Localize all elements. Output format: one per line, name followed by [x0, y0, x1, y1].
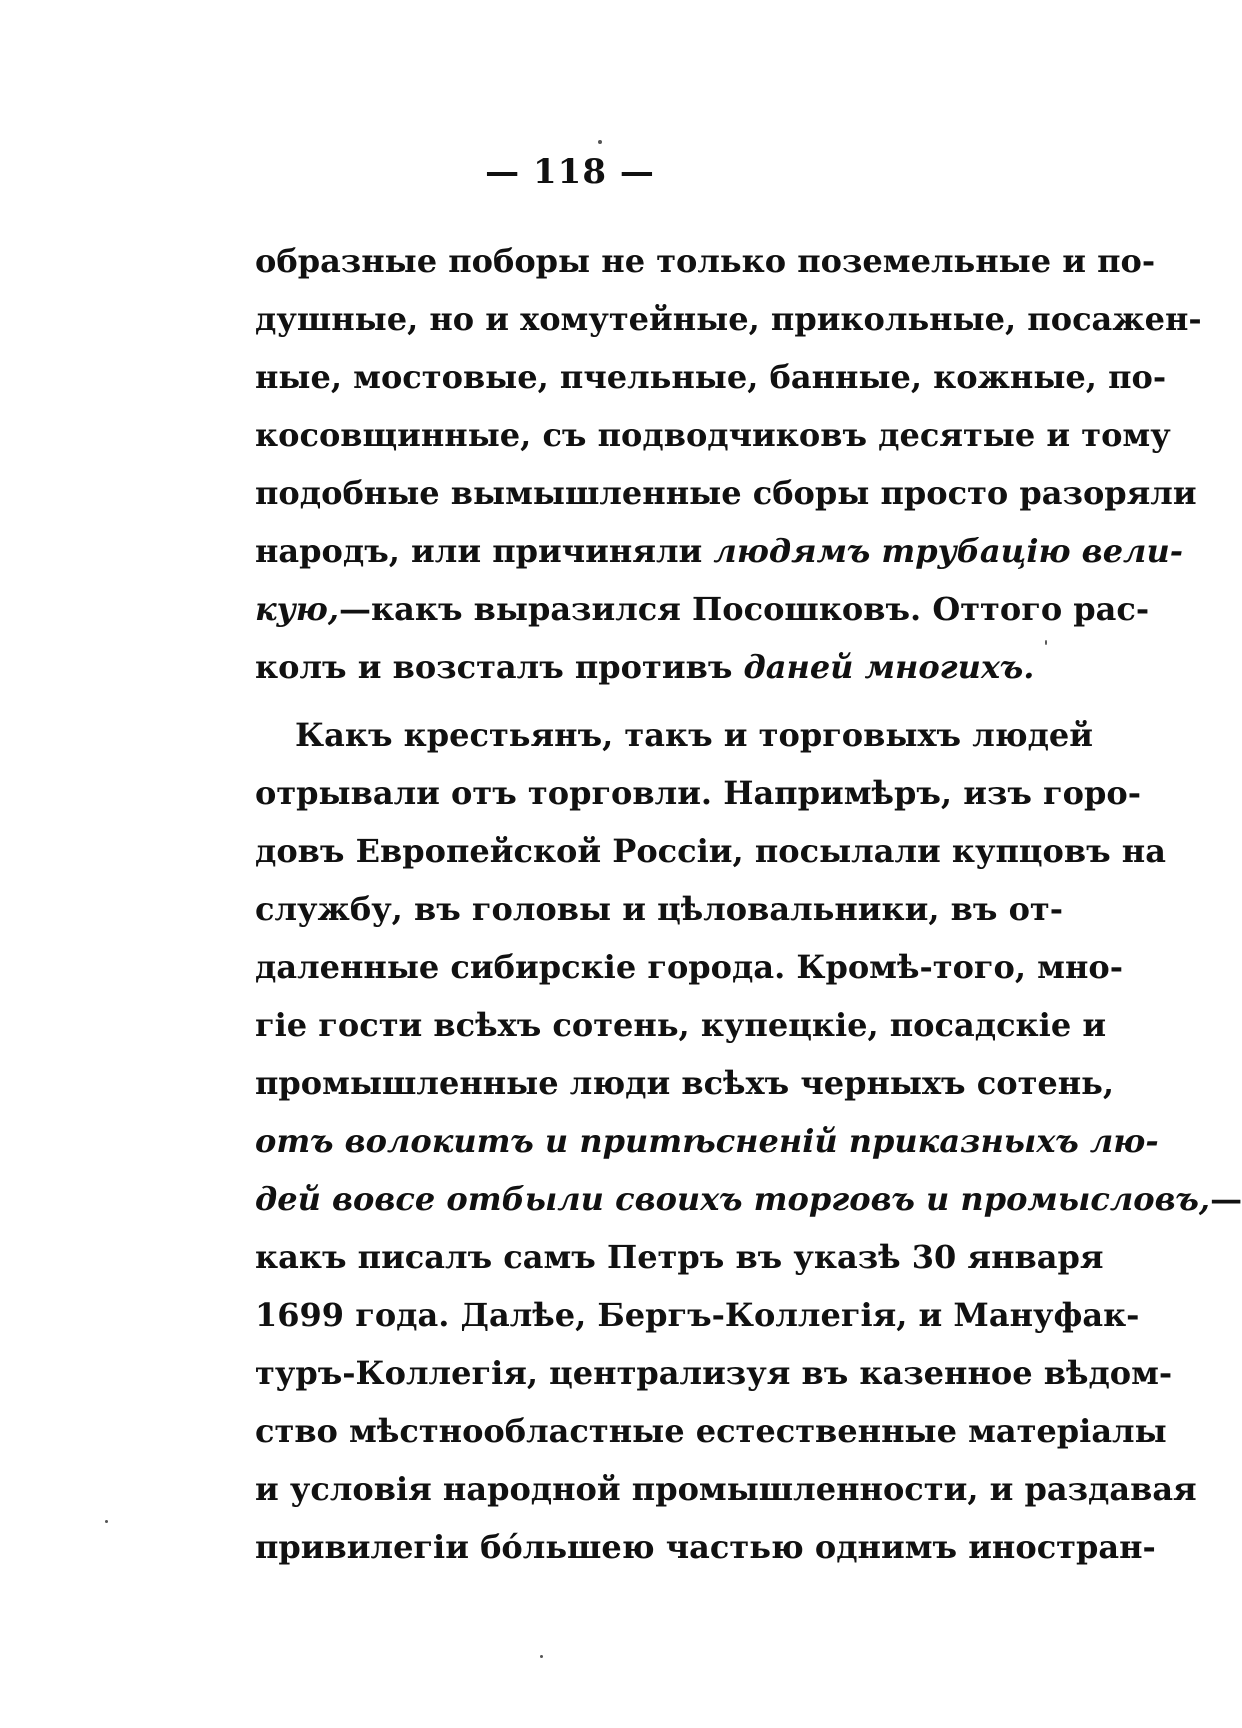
text-run: гіе гости всѣхъ сотень, купецкіе, посадскіе и	[255, 1006, 1107, 1044]
text-line	[255, 232, 1156, 290]
text-run: отрывали отъ торговли. Напримѣръ, изъ горо-	[255, 774, 1141, 812]
text-line	[255, 706, 1094, 764]
text-run: промышленные люди всѣхъ черныхъ сотень,	[255, 1064, 1115, 1102]
text-run: подобные вымышленные сборы просто разоряли	[255, 474, 1197, 512]
text-run: и условія народной промышленности, и раздавая	[255, 1470, 1197, 1508]
italic-text: людямъ трубацію вели-	[713, 532, 1184, 570]
text-line	[255, 996, 1107, 1054]
scan-speck	[598, 140, 602, 144]
text-line	[255, 1170, 1242, 1228]
body-text	[255, 232, 1242, 1576]
text-line	[255, 1112, 1159, 1170]
text-run: Какъ крестьянъ, такъ и торговыхъ людей	[295, 716, 1094, 754]
text-run: ство мѣстнообластные естественные матеріалы	[255, 1412, 1167, 1450]
text-run: службу, въ головы и цѣловальники, въ от-	[255, 890, 1064, 928]
italic-text: дей вовсе отбыли своихъ торговъ и промысловъ,	[255, 1180, 1211, 1218]
text-line	[255, 580, 1150, 638]
italic-text: кую,	[255, 590, 339, 628]
text-line	[255, 638, 1035, 696]
text-line	[255, 464, 1197, 522]
scan-speck	[105, 1520, 108, 1523]
italic-text: даней многихъ.	[743, 648, 1035, 686]
paragraph-gap	[255, 696, 985, 706]
text-run: колъ и возсталъ противъ	[255, 648, 744, 686]
text-run: —какъ выразился Посошковъ. Оттого рас-	[338, 590, 1150, 628]
text-run: образные поборы не только поземельные и по-	[255, 242, 1156, 280]
text-line	[255, 1344, 1173, 1402]
text-line	[255, 1402, 1167, 1460]
text-line	[255, 1228, 1104, 1286]
text-line	[255, 938, 1123, 996]
text-line	[255, 406, 1171, 464]
text-run: какъ писалъ самъ Петръ въ указѣ 30 января	[255, 1238, 1104, 1276]
page-number: — 118 —	[485, 152, 655, 192]
text-line	[255, 1286, 1140, 1344]
text-line	[255, 348, 1167, 406]
text-line	[255, 522, 1184, 580]
text-run: туръ-Коллегія, централизуя въ казенное вѣдом-	[255, 1354, 1173, 1392]
text-run: даленные сибирскіе города. Кромѣ-того, мно-	[255, 948, 1123, 986]
text-line	[255, 1518, 1156, 1576]
text-line	[255, 1054, 1115, 1112]
text-run: косовщинные, съ подводчиковъ десятые и тому	[255, 416, 1171, 454]
text-run: —	[1210, 1180, 1242, 1218]
text-run: 1699 года. Далѣе, Бергъ-Коллегія, и Мануфак-	[255, 1296, 1140, 1334]
text-run: народъ, или причиняли	[255, 532, 714, 570]
scan-speck	[540, 1655, 543, 1658]
scan-speck	[1045, 640, 1047, 645]
text-run: привилегіи бо́льшею частью однимъ иностран-	[255, 1528, 1156, 1566]
text-run: ные, мостовые, пчельные, банные, кожные, по-	[255, 358, 1167, 396]
text-run: довъ Европейской Россіи, посылали купцовъ на	[255, 832, 1166, 870]
italic-text: отъ волокитъ и притѣсненій приказныхъ лю-	[255, 1122, 1159, 1160]
text-line	[255, 290, 1202, 348]
text-run: душные, но и хомутейные, прикольные, посажен-	[255, 300, 1202, 338]
text-line	[255, 764, 1141, 822]
text-line	[255, 880, 1064, 938]
text-line	[255, 1460, 1197, 1518]
text-line	[255, 822, 1166, 880]
